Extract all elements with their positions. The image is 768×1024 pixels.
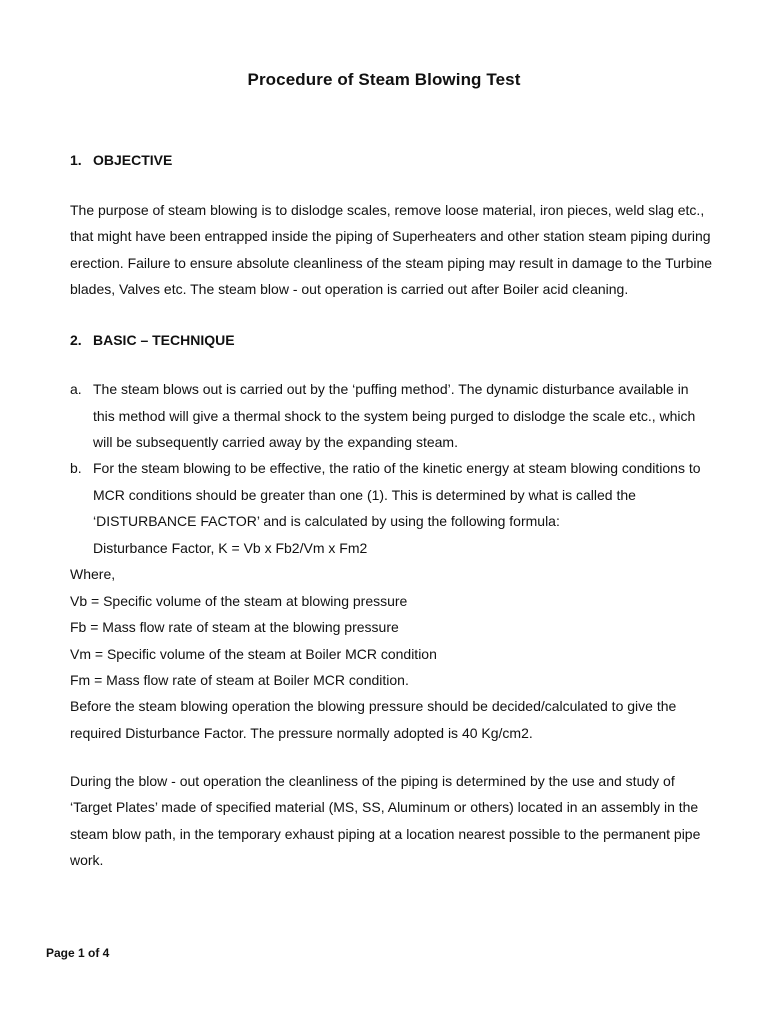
- paragraph-line: blades, Valves etc. The steam blow - out operation is carried out after Boiler acid cleaning.: [70, 281, 629, 297]
- paragraph-line: During the blow - out operation the cleanliness of the piping is determined by the use and study of: [70, 773, 675, 789]
- definition-line: Fm = Mass flow rate of steam at Boiler MCR condition.: [70, 672, 409, 688]
- document-title: Procedure of Steam Blowing Test: [247, 70, 521, 89]
- paragraph-line: Before the steam blowing operation the blowing pressure should be decided/calculated to give the: [70, 698, 677, 714]
- paragraph-line: erection. Failure to ensure absolute cleanliness of the steam piping may result in damage to the Turbine: [70, 255, 713, 271]
- section-title: BASIC – TECHNIQUE: [93, 332, 235, 348]
- paragraph-line: The purpose of steam blowing is to dislodge scales, remove loose material, iron pieces, weld slag etc.,: [70, 202, 705, 218]
- formula-line: Disturbance Factor, K = Vb x Fb2/Vm x Fm2: [93, 540, 368, 556]
- section-heading-objective: [70, 152, 172, 168]
- paragraph-line: steam blow path, in the temporary exhaust piping at a location nearest possible to the permanent pipe: [70, 826, 701, 842]
- paragraph-line: that might have been entrapped inside the piping of Superheaters and other station steam piping during: [70, 228, 711, 244]
- list-item-line: MCR conditions should be greater than one (1). This is determined by what is called the: [93, 487, 636, 503]
- section-title: OBJECTIVE: [93, 152, 173, 168]
- section-heading-basic-technique: [70, 332, 235, 348]
- list-item-line: ‘DISTURBANCE FACTOR’ and is calculated by using the following formula:: [93, 513, 560, 529]
- section-number: 2.: [70, 332, 82, 348]
- page-number: Page 1 of 4: [46, 946, 110, 960]
- paragraph-line: required Disturbance Factor. The pressure normally adopted is 40 Kg/cm2.: [70, 725, 533, 741]
- definition-line: Vb = Specific volume of the steam at blowing pressure: [70, 593, 408, 609]
- where-line: Where,: [70, 566, 116, 582]
- list-item-line: The steam blows out is carried out by the ‘puffing method’. The dynamic disturbance available in: [93, 381, 689, 397]
- definition-line: Vm = Specific volume of the steam at Boiler MCR condition: [70, 646, 437, 662]
- list-item-line: will be subsequently carried away by the expanding steam.: [93, 434, 458, 450]
- paragraph-line: work.: [70, 852, 104, 868]
- list-item-line: this method will give a thermal shock to the system being purged to dislodge the scale etc., which: [93, 408, 696, 424]
- paragraph-line: ‘Target Plates’ made of specified material (MS, SS, Aluminum or others) located in an assembly in the: [70, 799, 699, 815]
- list-item-line: For the steam blowing to be effective, the ratio of the kinetic energy at steam blowing conditions to: [93, 460, 701, 476]
- list-marker-b: b.: [70, 460, 82, 476]
- section-number: 1.: [70, 152, 82, 168]
- definition-line: Fb = Mass flow rate of steam at the blowing pressure: [70, 619, 399, 635]
- list-marker-a: a.: [70, 381, 82, 397]
